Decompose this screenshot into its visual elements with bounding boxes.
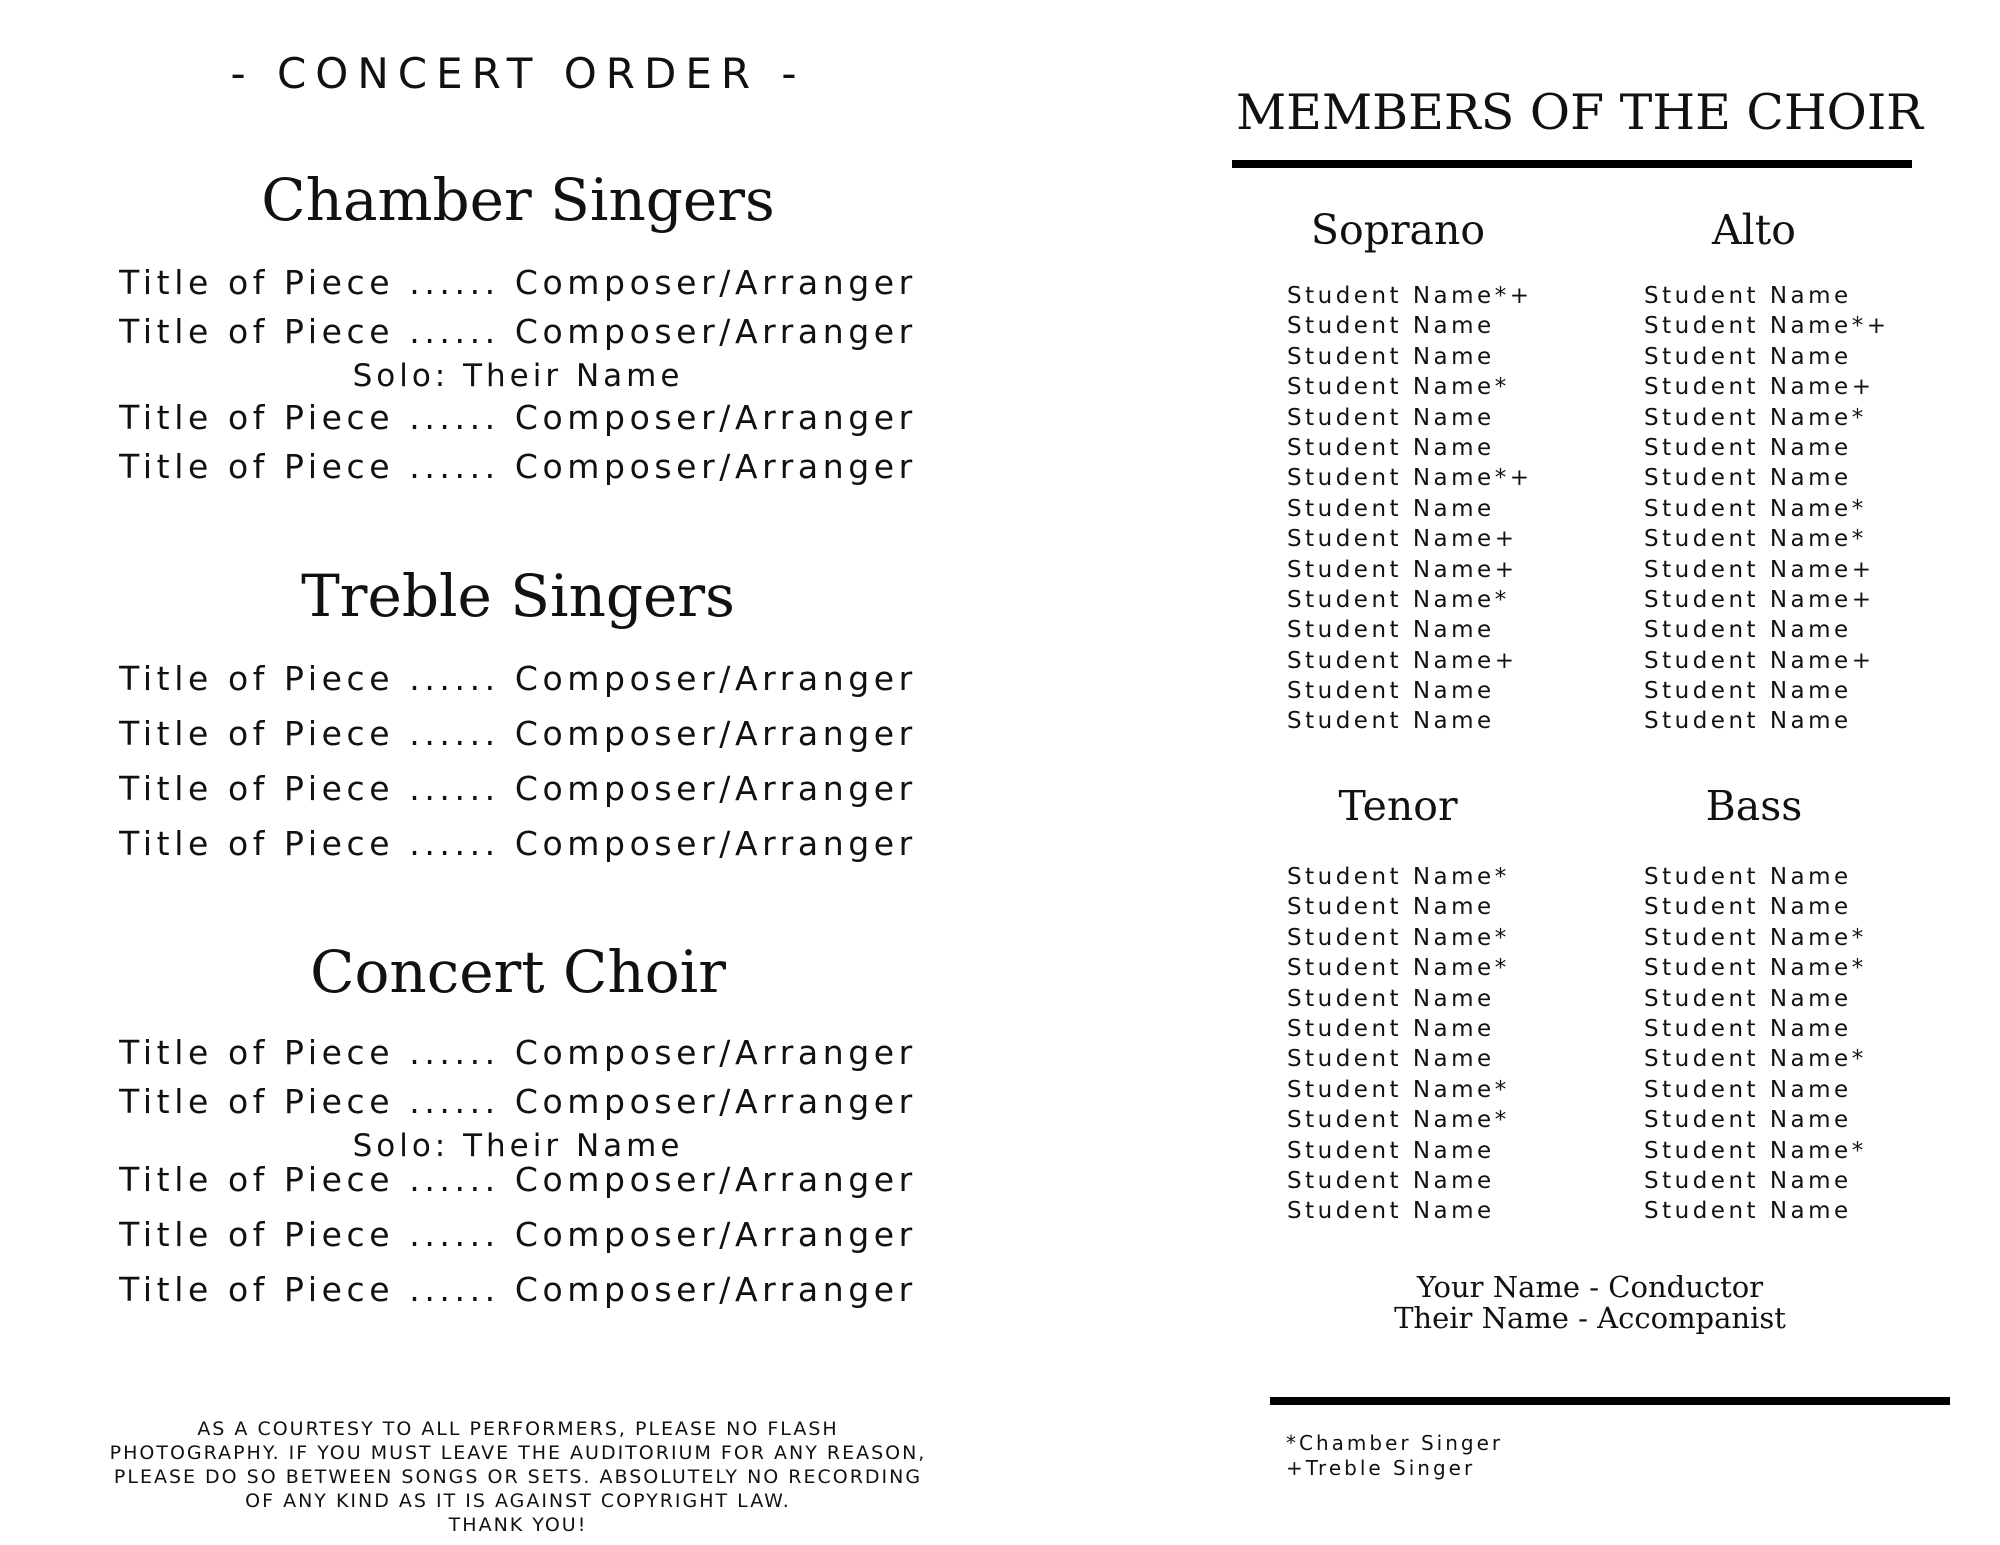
member-name: Student Name — [1644, 283, 1852, 309]
tenor-list — [1287, 862, 1607, 1227]
alto-list — [1644, 281, 1964, 737]
treble-singers-title: Treble Singers — [301, 562, 735, 630]
member-name: Student Name — [1644, 678, 1852, 705]
member-name: Student Name — [1644, 343, 1852, 370]
member-name: Student Name* — [1644, 924, 1867, 951]
alto-heading: Alto — [1712, 206, 1796, 254]
member-name: Student Name+ — [1644, 374, 1875, 401]
member-name: Student Name — [1644, 617, 1852, 644]
member-name: Student Name — [1287, 678, 1495, 705]
member-name: Student Name* — [1644, 1046, 1867, 1073]
program-line: Title of Piece ...... Composer/Arranger — [119, 1270, 917, 1309]
member-name: Student Name* — [1287, 1076, 1510, 1103]
member-name: Student Name — [1287, 1137, 1495, 1164]
solo-line: Solo: Their Name — [352, 1128, 684, 1164]
member-name: Student Name+ — [1644, 556, 1875, 583]
member-name: Student Name*+ — [1287, 465, 1533, 492]
program-line: Title of Piece ...... Composer/Arranger — [119, 824, 917, 863]
soprano-heading: Soprano — [1310, 206, 1486, 254]
member-name: Student Name+ — [1644, 647, 1875, 674]
legend-treble: +Treble Singer — [1286, 1456, 1476, 1480]
member-name: Student Name — [1644, 1167, 1852, 1194]
member-name: Student Name* — [1287, 955, 1510, 982]
program-line: Title of Piece ...... Composer/Arranger — [119, 1082, 917, 1121]
member-name: Student Name — [1644, 894, 1852, 921]
member-name: Student Name+ — [1287, 647, 1518, 674]
courtesy-line: PLEASE DO SO BETWEEN SONGS OR SETS. ABSOLUTELY NO RECORDING — [113, 1466, 923, 1488]
member-name: Student Name*+ — [1287, 283, 1533, 309]
member-name: Student Name* — [1287, 864, 1510, 890]
member-name: Student Name — [1287, 894, 1495, 921]
tenor-heading: Tenor — [1338, 782, 1458, 830]
accompanist-credit: Their Name - Accompanist — [1394, 1301, 1786, 1335]
concert-choir-title: Concert Choir — [310, 938, 726, 1006]
members-title: MEMBERS OF THE CHOIR — [1236, 84, 1924, 141]
member-name: Student Name — [1287, 985, 1495, 1012]
member-name: Student Name* — [1644, 495, 1867, 522]
member-name: Student Name — [1287, 495, 1495, 522]
member-name: Student Name — [1644, 1198, 1852, 1225]
courtesy-line: PHOTOGRAPHY. IF YOU MUST LEAVE THE AUDITORIUM FOR ANY REASON, — [109, 1442, 927, 1464]
legend-chamber: *Chamber Singer — [1286, 1431, 1504, 1455]
member-name: Student Name — [1644, 1076, 1852, 1103]
solo-line: Solo: Their Name — [352, 358, 684, 394]
program-line: Title of Piece ...... Composer/Arranger — [119, 263, 917, 302]
program-line: Title of Piece ...... Composer/Arranger — [119, 769, 917, 808]
member-name: Student Name* — [1287, 1107, 1510, 1134]
member-name: Student Name — [1644, 985, 1852, 1012]
concert-order-heading: - CONCERT ORDER - — [230, 49, 806, 98]
courtesy-line: OF ANY KIND AS IT IS AGAINST COPYRIGHT LAW. — [245, 1490, 791, 1512]
member-name: Student Name — [1287, 434, 1495, 461]
conductor-credit: Your Name - Conductor — [1416, 1270, 1764, 1304]
bass-list — [1644, 862, 1964, 1227]
member-name: Student Name — [1287, 343, 1495, 370]
soprano-list — [1287, 281, 1607, 737]
member-name: Student Name — [1287, 313, 1495, 340]
member-name: Student Name* — [1287, 374, 1510, 401]
member-name: Student Name — [1644, 708, 1852, 735]
member-name: Student Name*+ — [1644, 313, 1890, 340]
member-name: Student Name* — [1287, 586, 1510, 613]
member-name: Student Name* — [1287, 924, 1510, 951]
program-line: Title of Piece ...... Composer/Arranger — [119, 312, 917, 351]
program-line: Title of Piece ...... Composer/Arranger — [119, 1033, 917, 1072]
member-name: Student Name — [1644, 434, 1852, 461]
legend — [1286, 1431, 1503, 1481]
member-name: Student Name — [1287, 1015, 1495, 1042]
program-line: Title of Piece ...... Composer/Arranger — [119, 1160, 917, 1199]
member-name: Student Name — [1287, 404, 1495, 431]
member-name: Student Name — [1644, 465, 1852, 492]
member-name: Student Name — [1644, 1107, 1852, 1134]
courtesy-notice — [80, 1417, 956, 1537]
member-name: Student Name — [1287, 617, 1495, 644]
top-divider — [1232, 160, 1912, 168]
member-name: Student Name — [1287, 1198, 1495, 1225]
member-name: Student Name — [1287, 1167, 1495, 1194]
program-line: Title of Piece ...... Composer/Arranger — [119, 447, 917, 486]
member-name: Student Name* — [1644, 526, 1867, 553]
bottom-divider — [1270, 1397, 1950, 1405]
program-line: Title of Piece ...... Composer/Arranger — [119, 714, 917, 753]
member-name: Student Name — [1287, 708, 1495, 735]
bass-heading: Bass — [1705, 782, 1803, 830]
member-name: Student Name* — [1644, 404, 1867, 431]
chamber-singers-title: Chamber Singers — [261, 166, 775, 234]
member-name: Student Name+ — [1287, 526, 1518, 553]
member-name: Student Name — [1287, 1046, 1495, 1073]
courtesy-line: THANK YOU! — [448, 1514, 588, 1536]
member-name: Student Name — [1644, 864, 1852, 890]
member-name: Student Name+ — [1644, 586, 1875, 613]
credits — [1300, 1272, 1880, 1334]
program-line: Title of Piece ...... Composer/Arranger — [119, 398, 917, 437]
member-name: Student Name — [1644, 1015, 1852, 1042]
program-line: Title of Piece ...... Composer/Arranger — [119, 659, 917, 698]
program-line: Title of Piece ...... Composer/Arranger — [119, 1215, 917, 1254]
member-name: Student Name* — [1644, 955, 1867, 982]
member-name: Student Name* — [1644, 1137, 1867, 1164]
courtesy-line: AS A COURTESY TO ALL PERFORMERS, PLEASE NO FLASH — [197, 1418, 839, 1440]
member-name: Student Name+ — [1287, 556, 1518, 583]
